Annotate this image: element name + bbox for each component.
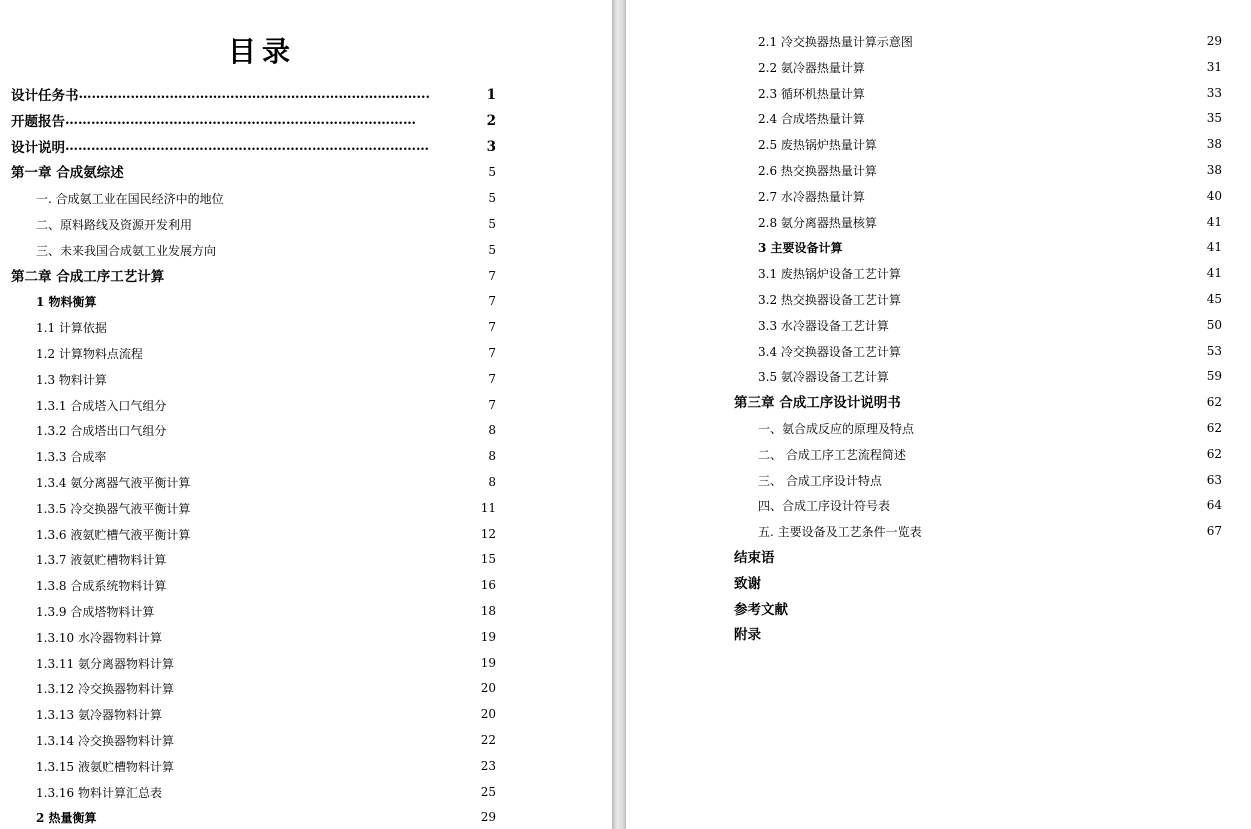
toc-entry[interactable]: [36, 730, 496, 750]
toc-page-number: 40: [1206, 188, 1222, 203]
toc-entry[interactable]: [758, 495, 1222, 515]
toc-entry-title: 四、合成工序设计符号表: [758, 499, 891, 514]
toc-entry-title: 1.3.10 水冷器物料计算: [36, 630, 162, 645]
toc-entry-title: 1.3.4 氨分离器气液平衡计算: [36, 476, 191, 490]
toc-entry[interactable]: [36, 291, 496, 311]
toc-page-number: 8: [488, 423, 496, 438]
toc-page-number: 64: [1206, 498, 1222, 513]
toc-entry-title: 三、 合成工序设计特点: [758, 473, 882, 488]
toc-page-number: 19: [480, 629, 496, 644]
toc-entry[interactable]: [36, 756, 496, 776]
toc-page-number: 8: [488, 449, 496, 464]
toc-entry-title: 第二章 合成工序工艺计算: [11, 268, 165, 285]
toc-entry-title: 1.1 计算依据: [36, 321, 107, 336]
toc-page-number: 5: [488, 217, 496, 231]
toc-page-number: 50: [1206, 317, 1222, 332]
toc-entry-title: 开题报告: [11, 113, 65, 130]
toc-page-number: 11: [480, 500, 496, 515]
toc-entry-title: 1.3.12 冷交换器物料计算: [36, 682, 174, 697]
toc-page-number: 5: [488, 242, 496, 257]
toc-entry-title: 1.3.2 合成塔出口气组分: [36, 424, 167, 439]
toc-page-number: 15: [480, 552, 496, 567]
toc-leader-dots: ………………………………………………………………………: [65, 112, 416, 128]
toc-page-number: 29: [1206, 34, 1222, 48]
toc-page-number: 38: [1206, 163, 1222, 177]
toc-entry[interactable]: [36, 214, 496, 234]
toc-entry[interactable]: [36, 678, 496, 698]
toc-page-number: 41: [1206, 266, 1222, 281]
toc-entry-title: 致谢: [734, 575, 761, 592]
toc-page-number: 62: [1206, 395, 1222, 410]
toc-page-number: 25: [480, 784, 496, 799]
toc-entry[interactable]: [36, 601, 496, 621]
toc-entry[interactable]: [758, 186, 1222, 206]
toc-entry-title: 2.2 氨冷器热量计算: [758, 60, 865, 75]
toc-entry[interactable]: [758, 57, 1222, 77]
toc-entry[interactable]: [11, 137, 496, 157]
toc-entry-title: 附录: [734, 627, 761, 644]
toc-page-number: 62: [1206, 446, 1222, 461]
toc-entry-title: 3.2 热交换器设备工艺计算: [758, 293, 901, 307]
toc-entry[interactable]: [758, 366, 1222, 386]
toc-entry-title: 设计任务书: [11, 88, 79, 104]
page-right: [626, 0, 1251, 829]
toc-entry-title: 1.3.9 合成塔物料计算: [36, 605, 155, 619]
toc-page-number: 8: [488, 475, 496, 489]
toc-entry-title: 2 热量衡算: [36, 811, 97, 826]
toc-page-number: 3: [486, 138, 496, 155]
toc-entry-title: 1.3.16 物料计算汇总表: [36, 785, 162, 800]
toc-entry[interactable]: [11, 162, 496, 182]
toc-entry-title: 2.5 废热锅炉热量计算: [758, 138, 877, 153]
toc-page-number: 35: [1206, 111, 1222, 126]
toc-leader-dots: ……………………………………………………………………...: [78, 87, 431, 102]
toc-entry[interactable]: [36, 343, 496, 363]
toc-entry[interactable]: [758, 418, 1222, 438]
toc-entry[interactable]: [36, 188, 496, 208]
toc-entry[interactable]: [734, 547, 775, 567]
toc-entry-title: 3.5 氨冷器设备工艺计算: [758, 370, 889, 385]
toc-entry[interactable]: [11, 266, 496, 286]
toc-page-number: 5: [488, 165, 496, 180]
toc-entry-title: 三、未来我国合成氨工业发展方向: [36, 243, 217, 258]
toc-entry[interactable]: [36, 446, 496, 466]
toc-entry[interactable]: [758, 444, 1222, 464]
toc-page-number: 5: [488, 191, 496, 206]
toc-page-number: 63: [1206, 472, 1222, 487]
toc-entry[interactable]: [11, 85, 496, 105]
toc-entry[interactable]: [36, 420, 496, 440]
toc-entry-title: 1.3.8 合成系统物料计算: [36, 579, 167, 594]
toc-page-number: 19: [480, 655, 496, 670]
toc-page-number: 31: [1206, 59, 1222, 74]
toc-entry[interactable]: [36, 369, 496, 389]
toc-page-number: 7: [488, 371, 496, 386]
toc-page-number: 41: [1206, 240, 1222, 255]
toc-page-number: 7: [488, 320, 496, 335]
toc-entry-title: 3.3 水冷器设备工艺计算: [758, 318, 889, 333]
toc-entry[interactable]: [734, 624, 761, 644]
toc-entry[interactable]: [36, 395, 496, 415]
toc-entry[interactable]: [758, 237, 1222, 257]
toc-entry-title: 第一章 合成氨综述: [11, 165, 124, 182]
toc-entry-title: 设计说明: [11, 139, 65, 156]
toc-entry[interactable]: [758, 263, 1222, 283]
toc-entry[interactable]: [758, 521, 1222, 541]
toc-entry[interactable]: [36, 549, 496, 569]
toc-entry-title: 1.3.7 液氨贮槽物料计算: [36, 553, 167, 568]
toc-page-number: 53: [1206, 343, 1222, 358]
toc-entry[interactable]: [758, 134, 1222, 154]
toc-entry[interactable]: [36, 317, 496, 337]
toc-page-number: 1: [486, 87, 496, 103]
toc-entry-title: 3.1 废热锅炉设备工艺计算: [758, 267, 901, 282]
toc-entry[interactable]: [758, 31, 1222, 51]
toc-page-number: 2: [486, 112, 496, 129]
toc-page-number: 16: [480, 578, 496, 593]
toc-page-number: 33: [1206, 85, 1222, 100]
toc-entry[interactable]: [36, 782, 496, 802]
toc-entry-title: 1.3.5 冷交换器气液平衡计算: [36, 501, 191, 516]
toc-page-number: 18: [480, 604, 496, 618]
toc-entry[interactable]: [36, 653, 496, 673]
page-title: 目录: [227, 35, 296, 68]
toc-entry-title: 2.8 氨分离器热量核算: [758, 215, 877, 230]
toc-entry[interactable]: [734, 573, 761, 593]
toc-entry-title: 二、原料路线及资源开发利用: [36, 218, 193, 232]
toc-entry-title: 1.3 物料计算: [36, 372, 107, 387]
toc-entry[interactable]: [36, 240, 496, 260]
toc-page-number: 12: [480, 526, 496, 541]
toc-entry[interactable]: [758, 289, 1222, 309]
toc-entry-title: 二、 合成工序工艺流程简述: [758, 447, 906, 462]
page-gutter: [612, 0, 626, 829]
toc-entry-title: 1.3.13 氨冷器物料计算: [36, 708, 162, 723]
toc-leader-dots: …………………………………………………………………………: [65, 138, 429, 154]
toc-page-number: 59: [1206, 369, 1222, 384]
toc-page-number: 67: [1206, 524, 1222, 539]
toc-entry-title: 1.3.15 液氨贮槽物料计算: [36, 759, 174, 774]
toc-entry[interactable]: [758, 341, 1222, 361]
toc-entry-title: 3.4 冷交换器设备工艺计算: [758, 344, 901, 359]
toc-page-number: 22: [480, 733, 496, 747]
toc-entry-title: 2.1 冷交换器热量计算示意图: [758, 35, 913, 49]
toc-entry-title: 3 主要设备计算: [758, 241, 843, 256]
toc-entry[interactable]: [36, 807, 496, 827]
toc-entry[interactable]: [36, 627, 496, 647]
toc-entry-title: 2.4 合成塔热量计算: [758, 112, 865, 127]
toc-page-number: 29: [480, 810, 496, 825]
toc-entry[interactable]: [36, 704, 496, 724]
toc-page-number: 38: [1206, 137, 1222, 152]
toc-entry[interactable]: [36, 524, 496, 544]
toc-entry-title: 1 物料衡算: [36, 295, 97, 310]
toc-entry-title: 一、氨合成反应的原理及特点: [758, 422, 915, 436]
toc-entry[interactable]: [758, 108, 1222, 128]
toc-entry[interactable]: [758, 470, 1222, 490]
toc-entry[interactable]: [36, 472, 496, 492]
toc-page-number: 7: [488, 294, 496, 309]
toc-page-number: 20: [480, 681, 496, 696]
toc-entry[interactable]: [36, 575, 496, 595]
toc-entry-title: 1.3.11 氨分离器物料计算: [36, 656, 174, 671]
toc-entry[interactable]: [758, 83, 1222, 103]
toc-entry-title: 2.3 循环机热量计算: [758, 86, 865, 101]
toc-entry-title: 1.3.6 液氨贮槽气液平衡计算: [36, 527, 191, 542]
toc-entry[interactable]: [758, 315, 1222, 335]
toc-entry[interactable]: [36, 498, 496, 518]
toc-entry-title: 结束语: [734, 550, 775, 566]
toc-entry-title: 1.3.3 合成率: [36, 450, 107, 465]
toc-entry-title: 1.2 计算物料点流程: [36, 347, 143, 361]
toc-page-number: 7: [488, 346, 496, 360]
toc-page-number: 7: [488, 397, 496, 412]
toc-entry-title: 一. 合成氨工业在国民经济中的地位: [36, 192, 224, 207]
toc-entry-title: 1.3.1 合成塔入口气组分: [36, 398, 167, 413]
toc-entry-title: 2.7 水冷器热量计算: [758, 189, 865, 204]
toc-page-number: 20: [480, 707, 496, 722]
toc-entry[interactable]: [734, 392, 1222, 412]
toc-page-number: 23: [480, 758, 496, 773]
toc-entry[interactable]: [758, 212, 1222, 232]
toc-page-number: 62: [1206, 421, 1222, 435]
toc-entry-title: 第三章 合成工序设计说明书: [734, 395, 901, 412]
toc-entry[interactable]: [734, 599, 788, 619]
toc-entry[interactable]: [758, 160, 1222, 180]
toc-entry[interactable]: [11, 111, 496, 131]
page-left: [0, 0, 612, 829]
toc-page-number: 45: [1206, 292, 1222, 306]
toc-entry-title: 1.3.14 冷交换器物料计算: [36, 734, 174, 748]
toc-entry-title: 2.6 热交换器热量计算: [758, 164, 877, 178]
toc-page-number: 41: [1206, 214, 1222, 229]
toc-entry-title: 五. 主要设备及工艺条件一览表: [758, 525, 922, 540]
toc-page-number: 7: [488, 268, 496, 283]
toc-entry-title: 参考文献: [734, 601, 788, 618]
